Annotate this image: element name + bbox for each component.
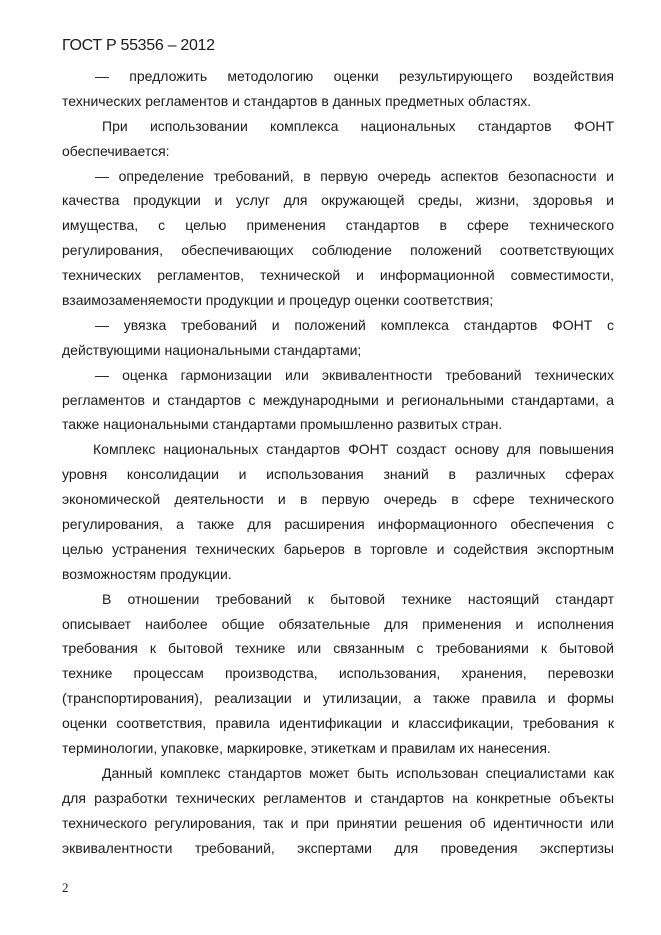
list-item: [62, 313, 614, 363]
text-line: (транспортирования), реализации и утилизации, а также правила и формы: [62, 690, 614, 707]
text-line: регулирования, а также для расширения информационного обеспечения с: [62, 516, 614, 533]
text-line: терминологии, упаковке, маркировке, этикеткам и правилам их нанесения.: [62, 740, 551, 757]
document-body: [62, 64, 614, 861]
page-number: 2: [62, 880, 69, 895]
text-line: также национальными стандартами промышленно развитых стран.: [62, 416, 503, 433]
text-line: — предложить методологию оценки результирующего воздействия: [95, 68, 614, 84]
paragraph: [62, 761, 614, 861]
paragraph: [62, 587, 614, 761]
text-line: технике процессам производства, использования, хранения, перевозки: [62, 665, 614, 682]
text-line: взаимозаменяемости продукции и процедур оценки соответствия;: [62, 292, 494, 309]
text-line: экономической деятельности и в первую очередь в сфере технического: [62, 491, 614, 508]
text-line: регулирования, обеспечивающих соблюдение положений соответствующих: [62, 242, 614, 259]
text-line: целью устранения технических барьеров в торговле и содействия экспортным: [62, 540, 614, 557]
text-line: регламентов и стандартов с международными и региональными стандартами, а: [62, 391, 614, 408]
text-line: для разработки технических регламентов и стандартов на конкретные объекты: [62, 789, 614, 806]
text-line: При использовании комплекса национальных стандартов ФОНТ: [102, 117, 614, 134]
document-header: ГОСТ Р 55356 – 2012: [62, 37, 215, 54]
list-item: [62, 363, 614, 438]
text-line: — определение требований, в первую очередь аспектов безопасности и: [95, 167, 614, 184]
text-line: технических регламентов, технической и информационной совместимости,: [62, 267, 614, 284]
text-line: технического регулирования, так и при принятии решения об идентичности или: [62, 814, 614, 831]
text-line: описывает наиболее общие обязательные для применения и исполнения: [62, 615, 614, 632]
text-line: качества продукции и услуг для окружающей среды, жизни, здоровья и: [62, 192, 614, 209]
text-line: — оценка гармонизации или эквивалентности требований технических: [95, 366, 614, 383]
text-line: имущества, с целью применения стандартов в сфере технического: [62, 217, 614, 234]
text-line: Данный комплекс стандартов может быть использован специалистами как: [102, 764, 614, 781]
text-line: обеспечивается:: [62, 142, 170, 159]
text-line: Комплекс национальных стандартов ФОНТ создаст основу для повышения: [93, 441, 614, 458]
list-item: [62, 64, 614, 114]
paragraph: [62, 437, 614, 586]
text-line: действующими национальными стандартами;: [62, 341, 362, 358]
text-line: оценки соответствия, правила идентификации и классификации, требования к: [62, 715, 614, 732]
paragraph: [62, 114, 614, 164]
text-line: В отношении требований к бытовой технике настоящий стандарт: [102, 590, 614, 607]
text-line: эквивалентности требований, экспертами для проведения экспертизы: [62, 839, 614, 856]
text-line: — увязка требований и положений комплекса стандартов ФОНТ с: [95, 316, 614, 333]
text-line: уровня консолидации и использования знаний в различных сферах: [62, 466, 614, 483]
text-line: технических регламентов и стандартов в данных предметных областях.: [62, 92, 532, 109]
list-item: [62, 164, 614, 313]
text-line: требования к бытовой технике или связанным с требованиями к бытовой: [62, 640, 614, 657]
text-line: возможностям продукции.: [62, 565, 232, 582]
